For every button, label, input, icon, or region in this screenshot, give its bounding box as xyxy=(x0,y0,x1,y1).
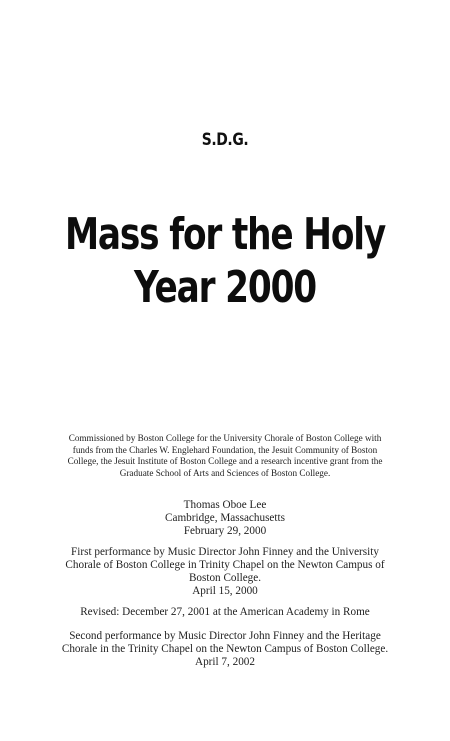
work-title-line-2: Year 2000 xyxy=(133,262,317,313)
second-performance-line-1: Second performance by Music Director John Finney and the Heritage xyxy=(69,630,381,642)
first-performance-line-3: Boston College. xyxy=(188,572,262,584)
commission-note: Commissioned by Boston College for the University Chorale of Boston College with funds from the Charles W. Englehard Foundation, the Jesuit Community of Boston College, the Jesuit Institute of Boston College and a research incentive grant from the Graduate School of Arts and Sciences of Boston College. xyxy=(67,433,383,478)
first-performance-line-1: First performance by Music Director John Finney and the University xyxy=(71,546,379,558)
first-performance-date: April 15, 2000 xyxy=(192,585,258,597)
work-title xyxy=(0,208,450,314)
composer-name: Thomas Oboe Lee xyxy=(183,499,267,511)
dedication: S.D.G. xyxy=(201,130,249,150)
second-performance-block xyxy=(40,630,410,669)
first-performance-block xyxy=(40,546,410,598)
composition-date: February 29, 2000 xyxy=(183,525,267,537)
second-performance-line-2: Chorale in the Trinity Chapel on the Newton Campus of Boston College. xyxy=(61,643,389,655)
revision-text: Revised: December 27, 2001 at the American Academy in Rome xyxy=(80,606,370,618)
composer-block xyxy=(40,499,410,538)
revision-note xyxy=(40,606,410,619)
work-title-line-1: Mass for the Holy xyxy=(64,209,386,260)
first-performance-line-2: Chorale of Boston College in Trinity Chapel on the Newton Campus of xyxy=(65,559,385,571)
second-performance-date: April 7, 2002 xyxy=(195,656,255,668)
composition-place: Cambridge, Massachusetts xyxy=(165,512,285,524)
